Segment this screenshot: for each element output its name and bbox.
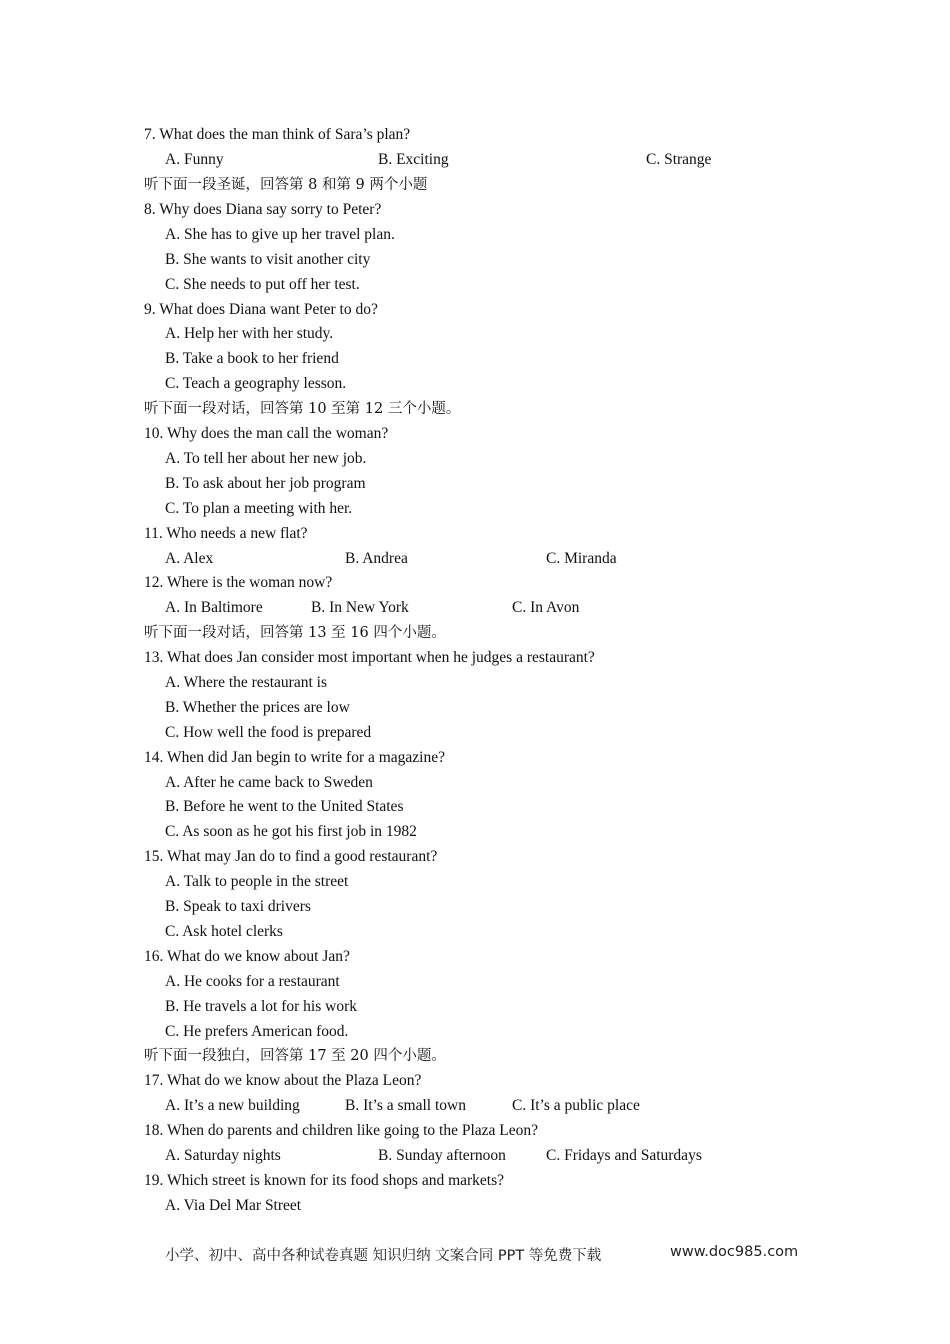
option-8a: A. She has to give up her travel plan. xyxy=(165,226,395,243)
option-16a: A. He cooks for a restaurant xyxy=(165,973,340,990)
option-15c: C. Ask hotel clerks xyxy=(165,923,283,940)
question-18: 18. When do parents and children like going to the Plaza Leon? xyxy=(144,1122,538,1139)
option-11b: B. Andrea xyxy=(345,550,408,567)
question-9: 9. What does Diana want Peter to do? xyxy=(144,301,378,318)
option-15b: B. Speak to taxi drivers xyxy=(165,898,311,915)
footer-banner xyxy=(165,1244,799,1265)
option-8c: C. She needs to put off her test. xyxy=(165,276,360,293)
option-9a: A. Help her with her study. xyxy=(165,325,334,342)
option-17c: C. It’s a public place xyxy=(512,1097,640,1114)
question-12: 12. Where is the woman now? xyxy=(144,574,333,591)
option-10a: A. To tell her about her new job. xyxy=(165,450,367,467)
option-16b: B. He travels a lot for his work xyxy=(165,998,357,1015)
question-17: 17. What do we know about the Plaza Leon? xyxy=(144,1072,422,1089)
option-13b: B. Whether the prices are low xyxy=(165,699,350,716)
section-instruction-2: 听下面一段对话，回答第 10 至第 12 三个小题。 xyxy=(144,401,461,417)
question-8: 8. Why does Diana say sorry to Peter? xyxy=(144,201,382,218)
option-14c: C. As soon as he got his first job in 1982 xyxy=(165,823,417,840)
option-8b: B. She wants to visit another city xyxy=(165,251,371,268)
section-instruction-3: 听下面一段对话，回答第 13 至 16 四个小题。 xyxy=(144,625,446,641)
footer-site-link[interactable]: www.doc985.com xyxy=(670,1244,799,1260)
question-10: 10. Why does the man call the woman? xyxy=(144,425,389,442)
question-15: 15. What may Jan do to find a good restaurant? xyxy=(144,848,438,865)
question-13: 13. What does Jan consider most important when he judges a restaurant? xyxy=(144,649,595,666)
option-19a: A. Via Del Mar Street xyxy=(165,1197,302,1214)
option-17a: A. It’s a new building xyxy=(165,1097,300,1114)
option-17b: B. It’s a small town xyxy=(345,1097,466,1114)
question-11: 11. Who needs a new flat? xyxy=(144,525,308,542)
question-7: 7. What does the man think of Sara’s plan? xyxy=(144,126,411,143)
option-18a: A. Saturday nights xyxy=(165,1147,281,1164)
option-11c: C. Miranda xyxy=(546,550,617,567)
question-19: 19. Which street is known for its food shops and markets? xyxy=(144,1172,505,1189)
option-11a: A. Alex xyxy=(165,550,214,567)
option-13c: C. How well the food is prepared xyxy=(165,724,372,741)
option-12a: A. In Baltimore xyxy=(165,599,263,616)
option-18c: C. Fridays and Saturdays xyxy=(546,1147,702,1164)
option-14a: A. After he came back to Sweden xyxy=(165,774,373,791)
option-9c: C. Teach a geography lesson. xyxy=(165,375,347,392)
section-instruction-1: 听下面一段圣诞，回答第 8 和第 9 两个小题 xyxy=(144,177,428,193)
option-10b: B. To ask about her job program xyxy=(165,475,366,492)
option-12c: C. In Avon xyxy=(512,599,580,616)
option-16c: C. He prefers American food. xyxy=(165,1023,349,1040)
option-14b: B. Before he went to the United States xyxy=(165,798,404,815)
option-12b: B. In New York xyxy=(311,599,409,616)
option-13a: A. Where the restaurant is xyxy=(165,674,327,691)
option-15a: A. Talk to people in the street xyxy=(165,873,349,890)
option-7c: C. Strange xyxy=(646,151,712,168)
section-instruction-4: 听下面一段独白，回答第 17 至 20 四个小题。 xyxy=(144,1048,446,1064)
option-7a: A. Funny xyxy=(165,151,224,168)
option-10c: C. To plan a meeting with her. xyxy=(165,500,353,517)
option-18b: B. Sunday afternoon xyxy=(378,1147,506,1164)
question-16: 16. What do we know about Jan? xyxy=(144,948,350,965)
question-14: 14. When did Jan begin to write for a magazine? xyxy=(144,749,446,766)
option-7b: B. Exciting xyxy=(378,151,449,168)
option-9b: B. Take a book to her friend xyxy=(165,350,339,367)
footer-text: 小学、初中、高中各种试卷真题 知识归纳 文案合同 PPT 等免费下载 xyxy=(165,1248,602,1264)
